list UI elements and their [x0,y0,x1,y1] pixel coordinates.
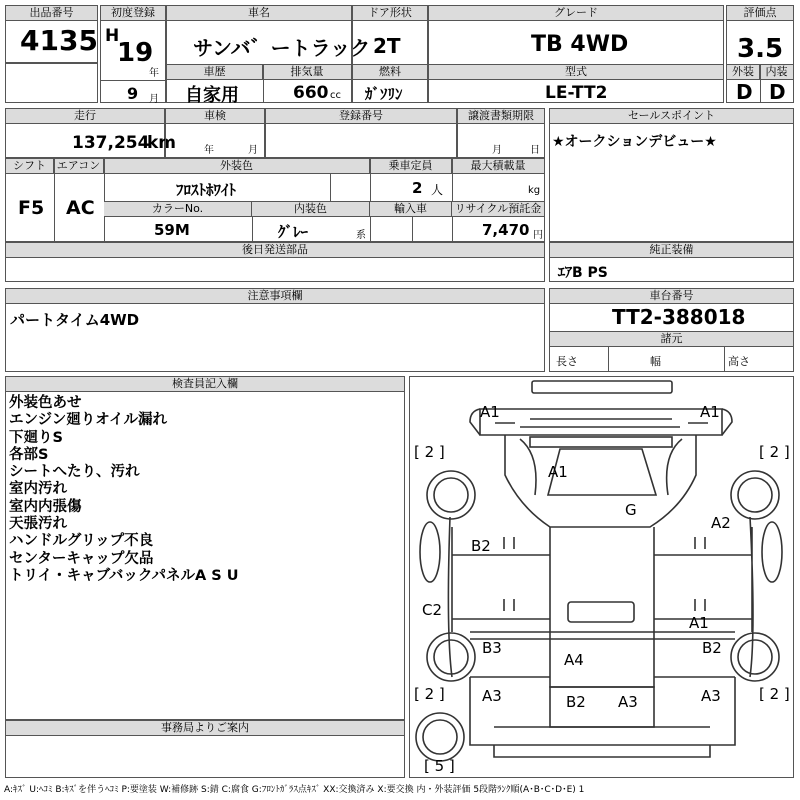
interior-grade: D [769,80,786,104]
load-label: 最大積載量 [452,159,544,174]
genuine-equipment: ｴｱB PS [558,265,608,281]
damage-mark: B2 [471,537,491,555]
later-parts-label: 後日発送部品 [6,243,544,258]
interior-label: 内装 [760,65,793,80]
note-line: ハンドルグリップ不良 [9,533,154,550]
doors-label: ドア形状 [353,6,427,21]
damage-mark: G [625,501,637,519]
interior-suffix: 系 [356,230,366,241]
transfer-month-unit: 月 [492,145,502,156]
first-reg-cell [100,5,166,103]
tire-depth: [ 2 ] [414,685,445,703]
specs-label: 諸元 [550,332,793,347]
interior-color: ｸﾞﾚｰ [278,223,309,241]
truck-outline [410,377,793,777]
chassis-label: 車台番号 [550,289,793,304]
shift: F5 [18,197,45,219]
lot-number: 4135 [20,24,98,57]
inspection-label: 車検 [166,109,264,124]
exterior-label: 外装 [727,65,760,80]
km-unit: km [147,133,177,153]
grade-label: グレード [429,6,723,21]
width-label: 幅 [650,355,661,368]
damage-mark: C2 [422,601,443,619]
sales-point-label: セールスポイント [550,109,793,124]
inspector-cell [5,376,405,720]
yen-unit: 円 [533,230,543,241]
car-name: サンバ゛ートラック [193,36,371,60]
grade: TB 4WD [531,32,629,57]
vehicle-diagram [409,376,794,778]
ac: AC [66,197,95,219]
spare-tire-depth: [ 5 ] [424,757,455,775]
score-label: 評価点 [727,6,793,21]
reg-month: 9 [127,84,139,103]
genuine-label: 純正装備 [550,243,793,258]
color: ﾌﾛｽﾄﾎﾜｲﾄ [176,181,237,199]
damage-mark: B3 [482,639,502,657]
recycle-label: リサイクル預託金 [452,202,544,217]
damage-mark: A3 [701,687,721,705]
ac-label: エアコン [54,159,104,174]
model: LE-TT2 [545,83,608,103]
genuine-cell [549,242,794,282]
car-name-label: 車名 [167,6,351,21]
fuel-label: 燃料 [353,65,427,80]
tire-depth: [ 2 ] [759,685,790,703]
transfer-cell [457,108,545,158]
doors-cell [352,5,428,103]
note-line: 外装色あせ [9,395,82,411]
score: 3.5 [737,34,784,64]
damage-mark: B2 [566,693,586,711]
damage-mark: A1 [548,463,568,481]
note-line: シートへたり、汚れ [9,464,140,481]
lot-label: 出品番号 [6,6,97,21]
note-line: 天張汚れ [9,516,67,533]
damage-mark: A3 [482,687,502,705]
transfer-day-unit: 日 [530,145,540,156]
cc-unit: cc [330,90,341,101]
capacity: 2 [412,179,423,197]
mileage: 137,254 [72,133,150,153]
insp-year-unit: 年 [204,145,214,156]
damage-mark: A3 [618,693,638,711]
office-label: 事務局よりご案内 [6,721,404,736]
color-label: 外装色 [104,159,370,174]
grade-cell [428,5,724,103]
lot-blank [5,63,98,103]
lot-cell [5,5,98,63]
year-unit: 年 [149,68,159,79]
car-name-cell [166,5,371,106]
office-cell [5,720,405,778]
length-label: 長さ [556,355,578,368]
mileage-label: 走行 [6,109,164,124]
legend: A:ｷｽﾞ U:ﾍｺﾐ B:ｷｽﾞを伴うﾍｺﾐ P:要塗装 W:補修跡 S:錆 C:腐食 G:ﾌﾛﾝﾄｶﾞﾗｽ点ｷｽﾞ XX:交換済み X:要交換 内・外装評価 5段階ﾗﾝｸ順(A･B･C･D･E) 1 [4,785,585,795]
inspection-cell [165,108,265,158]
insp-month-unit: 月 [248,145,258,156]
notes: パートタイム4WD [10,311,140,329]
notes-cell [5,288,545,372]
sales-point: ★オークションデビュー★ [552,134,717,150]
interior-color-label: 内装色 [252,202,370,217]
reg-no-label: 登録番号 [266,109,456,124]
chassis-cell [549,288,794,372]
note-line: 各部S [9,446,49,463]
mileage-cell [5,108,177,158]
load-unit: kg [528,185,541,196]
history-label: 車歴 [167,65,263,80]
damage-mark: A1 [689,614,709,632]
color-no: 59M [154,221,190,239]
chassis-number: TT2-388018 [612,305,746,329]
capacity-unit: 人 [431,183,444,197]
era: H [105,26,120,46]
height-label: 高さ [728,355,750,368]
later-parts-cell [5,242,545,282]
displacement-label: 排気量 [263,65,351,80]
damage-mark: A2 [711,514,731,532]
doors: 2T [373,34,401,58]
note-line: センターキャップ欠品 [9,550,154,567]
score-cell [726,5,794,103]
transfer-label: 譲渡書類期限 [458,109,544,124]
note-line: エンジン廻りオイル漏れ [9,412,168,429]
damage-mark: A1 [480,403,500,421]
note-line: トリイ・キャブバックパネルA S U [9,567,239,584]
exterior-grade: D [736,80,753,104]
specs-block [5,158,545,242]
inspector-label: 検査員記入欄 [6,377,404,392]
capacity-label: 乗車定員 [370,159,452,174]
import-label: 輸入車 [370,202,452,217]
month-unit: 月 [149,94,159,105]
fuel: ｶﾞｿﾘﾝ [365,85,403,103]
first-reg-label: 初度登録 [101,6,165,21]
damage-mark: B2 [702,639,722,657]
reg-no-cell [265,108,457,158]
color-no-label: カラーNo. [104,202,252,217]
tire-depth: [ 2 ] [759,443,790,461]
damage-mark: A4 [564,651,584,669]
recycle: 7,470 [482,221,530,239]
displacement: 660 [293,83,329,103]
model-label: 型式 [429,65,723,80]
sales-point-cell [549,108,794,242]
note-line: 下廻りS [9,429,63,446]
note-line: 室内汚れ [9,481,67,498]
damage-mark: A1 [700,403,720,421]
history: 自家用 [185,85,239,106]
reg-year: 19 [117,38,154,68]
notes-label: 注意事項欄 [6,289,544,304]
tire-depth: [ 2 ] [414,443,445,461]
shift-label: シフト [6,159,54,174]
inspector-notes [9,395,239,585]
note-line: 室内内張傷 [9,498,82,515]
